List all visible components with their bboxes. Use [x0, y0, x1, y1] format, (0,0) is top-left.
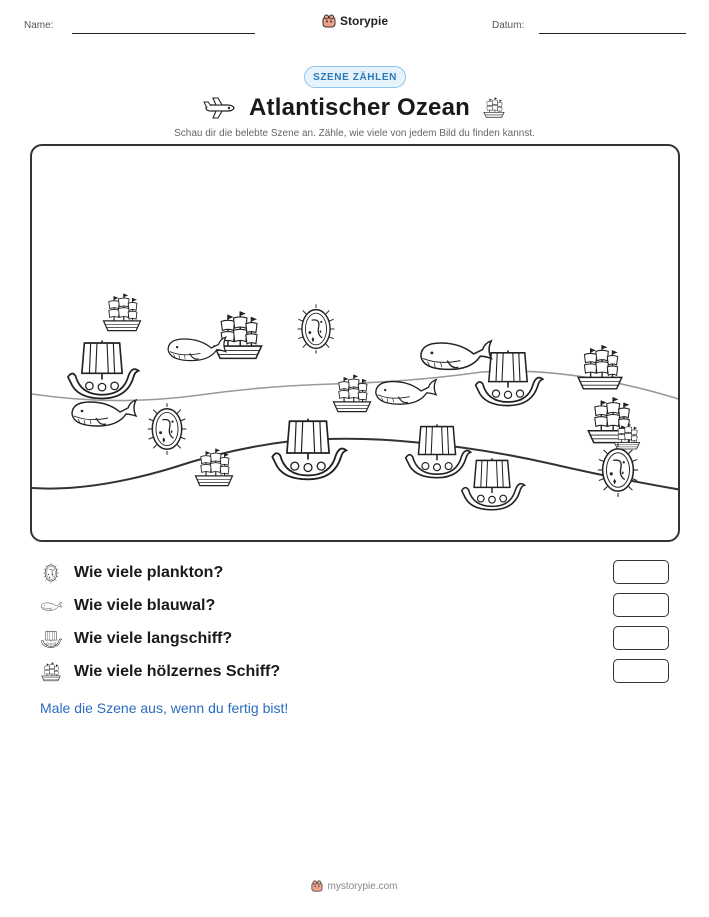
wooden-ship-icon [40, 661, 62, 683]
whale-icon [40, 595, 62, 617]
plankton-2 [148, 403, 187, 455]
wooden-ship-1 [104, 294, 141, 331]
brand-name: Storypie [340, 14, 389, 28]
question-blauwal [40, 593, 680, 619]
question-text: Wie viele langschiff? [74, 630, 233, 647]
plankton-1 [298, 304, 335, 353]
storypie-logo-icon [322, 14, 336, 28]
airplane-icon [203, 96, 237, 120]
instructions: Schau dir die belebte Szene an. Zähle, wie viele von jedem Bild du finden kannst. [174, 128, 535, 139]
wooden-ship-4 [196, 449, 233, 486]
answer-box-langschiff[interactable] [613, 626, 669, 650]
answer-box-plankton[interactable] [613, 560, 669, 584]
wooden-ship-3 [334, 375, 371, 412]
wooden-ship-icon [482, 96, 506, 120]
name-label: Name: [24, 20, 54, 31]
date-label: Datum: [492, 20, 525, 31]
question-langschiff [40, 626, 680, 652]
longship-3 [272, 419, 346, 480]
blauwal-3 [376, 380, 436, 405]
question-plankton [40, 560, 680, 586]
title-row [0, 92, 709, 124]
worksheet-header [0, 14, 709, 38]
footer-url[interactable]: mystorypie.com [327, 880, 398, 892]
page-title: Atlantischer Ozean [249, 94, 470, 121]
wooden-ship-5 [578, 345, 622, 389]
answer-box-hoelzernes-schiff[interactable] [613, 659, 669, 683]
blauwal-2 [72, 400, 136, 426]
answer-box-blauwal[interactable] [613, 593, 669, 617]
question-text: Wie viele blauwal? [74, 597, 216, 614]
coloring-instruction: Male die Szene aus, wenn du fertig bist! [40, 700, 289, 716]
counting-scene [30, 144, 680, 542]
front-wave-line [32, 439, 680, 490]
longship-5 [462, 458, 525, 510]
ocean-scene-illustration [32, 146, 680, 542]
plankton-3 [598, 443, 638, 497]
longship-2 [476, 350, 543, 405]
plankton-icon [40, 562, 62, 584]
activity-badge: SZENE ZÄHLEN [304, 66, 406, 88]
name-field[interactable] [72, 33, 255, 34]
wooden-ship-2 [214, 311, 261, 358]
blauwal-1 [168, 337, 226, 360]
question-text: Wie viele hölzernes Schiff? [74, 663, 281, 680]
longship-4 [406, 424, 471, 477]
blauwal-4 [421, 341, 491, 370]
date-field[interactable] [539, 33, 686, 34]
storypie-logo-icon [311, 880, 323, 892]
brand-logo [322, 14, 388, 28]
footer [0, 880, 709, 892]
longship-icon [40, 628, 62, 650]
question-hoelzernes-schiff [40, 659, 680, 685]
longship-1 [68, 341, 139, 399]
question-text: Wie viele plankton? [74, 564, 224, 581]
